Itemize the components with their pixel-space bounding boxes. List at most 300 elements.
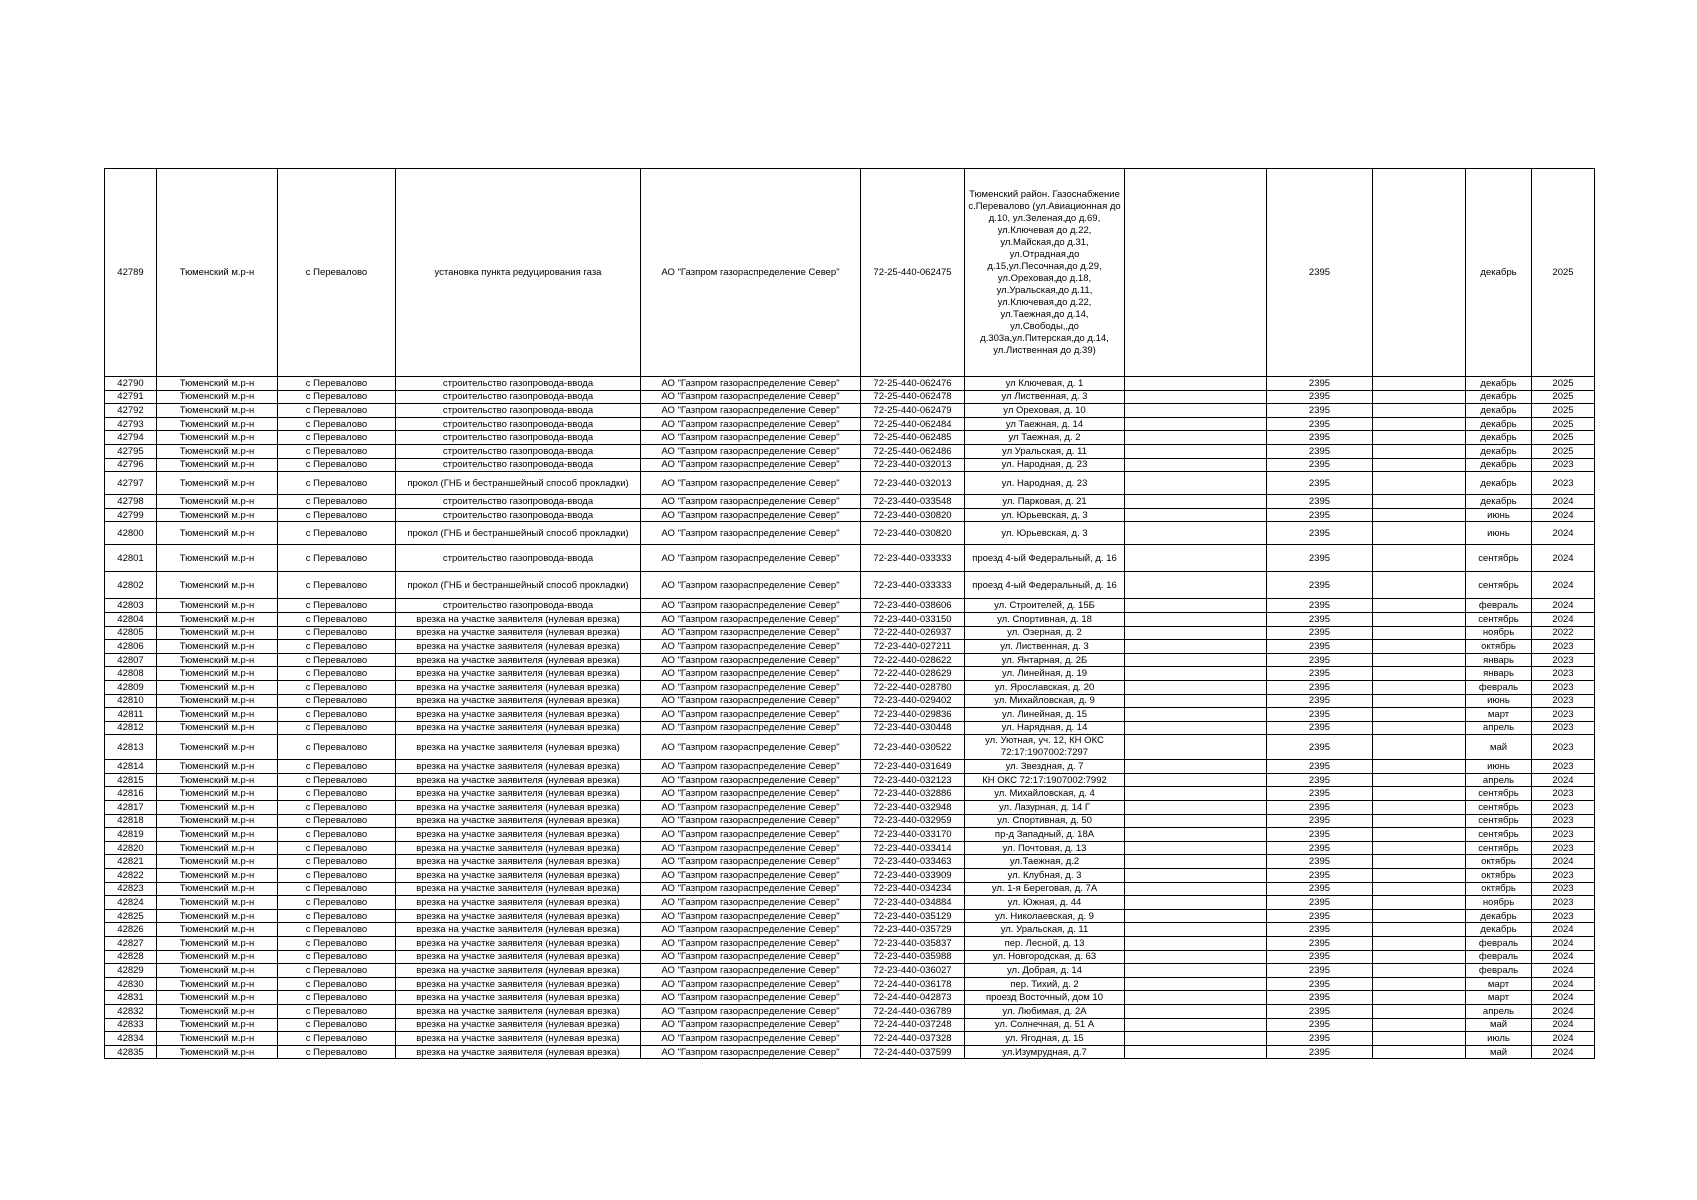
contract-number-cell: 72-23-440-030820 <box>861 522 965 545</box>
year-cell: 2024 <box>1532 923 1595 937</box>
organization-cell: АО "Газпром газораспределение Север" <box>641 828 861 842</box>
month-cell: февраль <box>1466 950 1532 964</box>
contract-number-cell: 72-23-440-032123 <box>861 773 965 787</box>
work-type-cell: строительство газопровода-ввода <box>396 495 641 509</box>
organization-cell: АО "Газпром газораспределение Север" <box>641 977 861 991</box>
year-cell: 2024 <box>1532 773 1595 787</box>
cost-cell: 2395 <box>1267 841 1373 855</box>
table-row <box>105 721 1595 735</box>
address-cell: ул.Таежная, д.2 <box>965 855 1125 869</box>
empty-cell <box>1373 1032 1466 1046</box>
row-id: 42803 <box>105 599 157 613</box>
month-cell: январь <box>1466 653 1532 667</box>
contract-number-cell: 72-25-440-062486 <box>861 444 965 458</box>
row-id: 42790 <box>105 377 157 391</box>
row-id: 42814 <box>105 760 157 774</box>
address-cell: ул. Южная, д. 44 <box>965 896 1125 910</box>
empty-cell <box>1373 721 1466 735</box>
row-id: 42801 <box>105 545 157 572</box>
cost-cell: 2395 <box>1267 735 1373 760</box>
empty-cell <box>1125 680 1267 694</box>
year-cell: 2024 <box>1532 977 1595 991</box>
settlement-cell: с Перевалово <box>278 787 396 801</box>
district-cell: Тюменский м.р-н <box>157 1045 278 1059</box>
district-cell: Тюменский м.р-н <box>157 169 278 377</box>
address-cell: ул. Спортивная, д. 18 <box>965 612 1125 626</box>
settlement-cell: с Перевалово <box>278 1004 396 1018</box>
year-cell: 2024 <box>1532 599 1595 613</box>
cost-cell: 2395 <box>1267 923 1373 937</box>
year-cell: 2023 <box>1532 694 1595 708</box>
year-cell: 2024 <box>1532 522 1595 545</box>
district-cell: Тюменский м.р-н <box>157 882 278 896</box>
row-id: 42807 <box>105 653 157 667</box>
settlement-cell: с Перевалово <box>278 472 396 495</box>
cost-cell: 2395 <box>1267 472 1373 495</box>
work-type-cell: строительство газопровода-ввода <box>396 431 641 445</box>
organization-cell: АО "Газпром газораспределение Север" <box>641 572 861 599</box>
year-cell: 2023 <box>1532 869 1595 883</box>
work-type-cell: строительство газопровода-ввода <box>396 599 641 613</box>
year-cell: 2024 <box>1532 964 1595 978</box>
empty-cell <box>1373 773 1466 787</box>
empty-cell <box>1373 390 1466 404</box>
contract-number-cell: 72-23-440-033414 <box>861 841 965 855</box>
row-id: 42793 <box>105 417 157 431</box>
month-cell: апрель <box>1466 1004 1532 1018</box>
cost-cell: 2395 <box>1267 896 1373 910</box>
empty-cell <box>1373 404 1466 418</box>
contract-number-cell: 72-25-440-062475 <box>861 169 965 377</box>
year-cell: 2025 <box>1532 444 1595 458</box>
settlement-cell: с Перевалово <box>278 495 396 509</box>
cost-cell: 2395 <box>1267 950 1373 964</box>
settlement-cell: с Перевалово <box>278 508 396 522</box>
empty-cell <box>1373 882 1466 896</box>
month-cell: март <box>1466 708 1532 722</box>
month-cell: декабрь <box>1466 923 1532 937</box>
work-type-cell: прокол (ГНБ и бестраншейный способ прокладки) <box>396 572 641 599</box>
month-cell: сентябрь <box>1466 612 1532 626</box>
settlement-cell: с Перевалово <box>278 882 396 896</box>
settlement-cell: с Перевалово <box>278 431 396 445</box>
organization-cell: АО "Газпром газораспределение Север" <box>641 841 861 855</box>
table-row <box>105 964 1595 978</box>
district-cell: Тюменский м.р-н <box>157 964 278 978</box>
empty-cell <box>1373 760 1466 774</box>
empty-cell <box>1373 472 1466 495</box>
year-cell: 2023 <box>1532 721 1595 735</box>
settlement-cell: с Перевалово <box>278 937 396 951</box>
district-cell: Тюменский м.р-н <box>157 417 278 431</box>
row-id: 42789 <box>105 169 157 377</box>
district-cell: Тюменский м.р-н <box>157 801 278 815</box>
empty-cell <box>1373 572 1466 599</box>
row-id: 42826 <box>105 923 157 937</box>
contract-number-cell: 72-23-440-033909 <box>861 869 965 883</box>
organization-cell: АО "Газпром газораспределение Север" <box>641 444 861 458</box>
empty-cell <box>1125 495 1267 509</box>
address-cell: ул Таежная, д. 14 <box>965 417 1125 431</box>
cost-cell: 2395 <box>1267 991 1373 1005</box>
row-id: 42823 <box>105 882 157 896</box>
cost-cell: 2395 <box>1267 721 1373 735</box>
settlement-cell: с Перевалово <box>278 841 396 855</box>
row-id: 42808 <box>105 667 157 681</box>
contract-number-cell: 72-23-440-032959 <box>861 814 965 828</box>
contract-number-cell: 72-23-440-034884 <box>861 896 965 910</box>
organization-cell: АО "Газпром газораспределение Север" <box>641 937 861 951</box>
row-id: 42796 <box>105 458 157 472</box>
work-type-cell: врезка на участке заявителя (нулевая врезка) <box>396 773 641 787</box>
table-row <box>105 1045 1595 1059</box>
district-cell: Тюменский м.р-н <box>157 1004 278 1018</box>
contract-number-cell: 72-25-440-062478 <box>861 390 965 404</box>
organization-cell: АО "Газпром газораспределение Север" <box>641 626 861 640</box>
cost-cell: 2395 <box>1267 545 1373 572</box>
work-type-cell: врезка на участке заявителя (нулевая врезка) <box>396 841 641 855</box>
contract-number-cell: 72-24-440-036178 <box>861 977 965 991</box>
address-cell: ул. Линейная, д. 19 <box>965 667 1125 681</box>
district-cell: Тюменский м.р-н <box>157 390 278 404</box>
organization-cell: АО "Газпром газораспределение Север" <box>641 458 861 472</box>
district-cell: Тюменский м.р-н <box>157 694 278 708</box>
work-type-cell: врезка на участке заявителя (нулевая врезка) <box>396 801 641 815</box>
table-row <box>105 841 1595 855</box>
cost-cell: 2395 <box>1267 495 1373 509</box>
contract-number-cell: 72-23-440-034234 <box>861 882 965 896</box>
empty-cell <box>1125 977 1267 991</box>
month-cell: октябрь <box>1466 869 1532 883</box>
empty-cell <box>1125 640 1267 654</box>
address-cell: проезд 4-ый Федеральный, д. 16 <box>965 572 1125 599</box>
empty-cell <box>1125 841 1267 855</box>
year-cell: 2025 <box>1532 431 1595 445</box>
work-type-cell: врезка на участке заявителя (нулевая врезка) <box>396 855 641 869</box>
settlement-cell: с Перевалово <box>278 417 396 431</box>
empty-cell <box>1125 708 1267 722</box>
address-cell: ул. Любимая, д. 2А <box>965 1004 1125 1018</box>
district-cell: Тюменский м.р-н <box>157 896 278 910</box>
address-cell: ул. Добрая, д. 14 <box>965 964 1125 978</box>
table-row <box>105 472 1595 495</box>
month-cell: декабрь <box>1466 458 1532 472</box>
table-row <box>105 828 1595 842</box>
empty-cell <box>1125 760 1267 774</box>
cost-cell: 2395 <box>1267 404 1373 418</box>
table-row <box>105 495 1595 509</box>
settlement-cell: с Перевалово <box>278 950 396 964</box>
empty-cell <box>1125 431 1267 445</box>
organization-cell: АО "Газпром газораспределение Север" <box>641 169 861 377</box>
work-type-cell: строительство газопровода-ввода <box>396 458 641 472</box>
district-cell: Тюменский м.р-н <box>157 708 278 722</box>
settlement-cell: с Перевалово <box>278 1045 396 1059</box>
empty-cell <box>1373 855 1466 869</box>
empty-cell <box>1125 923 1267 937</box>
address-cell: ул. 1-я Береговая, д. 7А <box>965 882 1125 896</box>
contract-number-cell: 72-23-440-032886 <box>861 787 965 801</box>
district-cell: Тюменский м.р-н <box>157 640 278 654</box>
contract-number-cell: 72-24-440-036789 <box>861 1004 965 1018</box>
cost-cell: 2395 <box>1267 444 1373 458</box>
month-cell: сентябрь <box>1466 787 1532 801</box>
month-cell: ноябрь <box>1466 626 1532 640</box>
organization-cell: АО "Газпром газораспределение Север" <box>641 760 861 774</box>
organization-cell: АО "Газпром газораспределение Север" <box>641 640 861 654</box>
district-cell: Тюменский м.р-н <box>157 855 278 869</box>
row-id: 42827 <box>105 937 157 951</box>
row-id: 42809 <box>105 680 157 694</box>
organization-cell: АО "Газпром газораспределение Север" <box>641 814 861 828</box>
address-cell: ул Ключевая, д. 1 <box>965 377 1125 391</box>
month-cell: декабрь <box>1466 169 1532 377</box>
contract-number-cell: 72-23-440-036027 <box>861 964 965 978</box>
table-row <box>105 1018 1595 1032</box>
settlement-cell: с Перевалово <box>278 444 396 458</box>
organization-cell: АО "Газпром газораспределение Север" <box>641 667 861 681</box>
cost-cell: 2395 <box>1267 377 1373 391</box>
work-type-cell: врезка на участке заявителя (нулевая врезка) <box>396 653 641 667</box>
address-cell: ул. Солнечная, д. 51 А <box>965 1018 1125 1032</box>
table-row <box>105 508 1595 522</box>
address-cell: ул. Спортивная, д. 50 <box>965 814 1125 828</box>
year-cell: 2023 <box>1532 708 1595 722</box>
empty-cell <box>1373 495 1466 509</box>
settlement-cell: с Перевалово <box>278 721 396 735</box>
district-cell: Тюменский м.р-н <box>157 773 278 787</box>
organization-cell: АО "Газпром газораспределение Север" <box>641 377 861 391</box>
district-cell: Тюменский м.р-н <box>157 923 278 937</box>
table-row <box>105 735 1595 760</box>
empty-cell <box>1125 991 1267 1005</box>
district-cell: Тюменский м.р-н <box>157 612 278 626</box>
work-type-cell: врезка на участке заявителя (нулевая врезка) <box>396 1032 641 1046</box>
district-cell: Тюменский м.р-н <box>157 444 278 458</box>
year-cell: 2023 <box>1532 735 1595 760</box>
work-type-cell: врезка на участке заявителя (нулевая врезка) <box>396 964 641 978</box>
month-cell: сентябрь <box>1466 572 1532 599</box>
address-cell: ул. Народная, д. 23 <box>965 472 1125 495</box>
work-type-cell: врезка на участке заявителя (нулевая врезка) <box>396 721 641 735</box>
table-row <box>105 950 1595 964</box>
table-row <box>105 444 1595 458</box>
address-cell: ул. Лиственная, д. 3 <box>965 640 1125 654</box>
year-cell: 2024 <box>1532 855 1595 869</box>
organization-cell: АО "Газпром газораспределение Север" <box>641 708 861 722</box>
empty-cell <box>1373 694 1466 708</box>
empty-cell <box>1125 1045 1267 1059</box>
cost-cell: 2395 <box>1267 694 1373 708</box>
month-cell: апрель <box>1466 721 1532 735</box>
contract-number-cell: 72-24-440-037328 <box>861 1032 965 1046</box>
month-cell: сентябрь <box>1466 814 1532 828</box>
year-cell: 2023 <box>1532 814 1595 828</box>
cost-cell: 2395 <box>1267 814 1373 828</box>
organization-cell: АО "Газпром газораспределение Север" <box>641 495 861 509</box>
row-id: 42817 <box>105 801 157 815</box>
empty-cell <box>1373 444 1466 458</box>
organization-cell: АО "Газпром газораспределение Север" <box>641 882 861 896</box>
work-type-cell: врезка на участке заявителя (нулевая врезка) <box>396 814 641 828</box>
work-type-cell: врезка на участке заявителя (нулевая врезка) <box>396 882 641 896</box>
month-cell: апрель <box>1466 773 1532 787</box>
organization-cell: АО "Газпром газораспределение Север" <box>641 431 861 445</box>
contract-number-cell: 72-22-440-028780 <box>861 680 965 694</box>
month-cell: октябрь <box>1466 640 1532 654</box>
contract-number-cell: 72-25-440-062479 <box>861 404 965 418</box>
table-row <box>105 404 1595 418</box>
empty-cell <box>1373 909 1466 923</box>
month-cell: июнь <box>1466 508 1532 522</box>
organization-cell: АО "Газпром газораспределение Север" <box>641 855 861 869</box>
work-type-cell: строительство газопровода-ввода <box>396 377 641 391</box>
cost-cell: 2395 <box>1267 431 1373 445</box>
settlement-cell: с Перевалово <box>278 896 396 910</box>
district-cell: Тюменский м.р-н <box>157 495 278 509</box>
empty-cell <box>1125 599 1267 613</box>
table-row <box>105 773 1595 787</box>
cost-cell: 2395 <box>1267 667 1373 681</box>
empty-cell <box>1373 522 1466 545</box>
settlement-cell: с Перевалово <box>278 522 396 545</box>
organization-cell: АО "Газпром газораспределение Север" <box>641 508 861 522</box>
address-cell: ул. Линейная, д. 15 <box>965 708 1125 722</box>
empty-cell <box>1125 444 1267 458</box>
row-id: 42798 <box>105 495 157 509</box>
table-row <box>105 572 1595 599</box>
month-cell: сентябрь <box>1466 828 1532 842</box>
year-cell: 2023 <box>1532 909 1595 923</box>
contract-number-cell: 72-23-440-033548 <box>861 495 965 509</box>
row-id: 42821 <box>105 855 157 869</box>
table-row <box>105 909 1595 923</box>
contract-number-cell: 72-23-440-032948 <box>861 801 965 815</box>
address-cell: ул. Николаевская, д. 9 <box>965 909 1125 923</box>
settlement-cell: с Перевалово <box>278 964 396 978</box>
settlement-cell: с Перевалово <box>278 855 396 869</box>
district-cell: Тюменский м.р-н <box>157 572 278 599</box>
month-cell: декабрь <box>1466 909 1532 923</box>
work-type-cell: строительство газопровода-ввода <box>396 545 641 572</box>
settlement-cell: с Перевалово <box>278 909 396 923</box>
table-row <box>105 896 1595 910</box>
cost-cell: 2395 <box>1267 1032 1373 1046</box>
address-cell: ул. Новгородская, д. 63 <box>965 950 1125 964</box>
year-cell: 2024 <box>1532 1018 1595 1032</box>
organization-cell: АО "Газпром газораспределение Север" <box>641 869 861 883</box>
district-cell: Тюменский м.р-н <box>157 599 278 613</box>
contract-number-cell: 72-23-440-033333 <box>861 545 965 572</box>
empty-cell <box>1125 612 1267 626</box>
empty-cell <box>1125 773 1267 787</box>
work-type-cell: врезка на участке заявителя (нулевая врезка) <box>396 1018 641 1032</box>
organization-cell: АО "Газпром газораспределение Север" <box>641 950 861 964</box>
table-row <box>105 458 1595 472</box>
empty-cell <box>1125 694 1267 708</box>
empty-cell <box>1373 814 1466 828</box>
district-cell: Тюменский м.р-н <box>157 667 278 681</box>
month-cell: май <box>1466 735 1532 760</box>
year-cell: 2023 <box>1532 667 1595 681</box>
empty-cell <box>1125 626 1267 640</box>
contract-number-cell: 72-25-440-062476 <box>861 377 965 391</box>
contract-number-cell: 72-24-440-037599 <box>861 1045 965 1059</box>
settlement-cell: с Перевалово <box>278 169 396 377</box>
empty-cell <box>1125 937 1267 951</box>
empty-cell <box>1373 640 1466 654</box>
cost-cell: 2395 <box>1267 417 1373 431</box>
contract-number-cell: 72-22-440-026937 <box>861 626 965 640</box>
work-type-cell: врезка на участке заявителя (нулевая врезка) <box>396 923 641 937</box>
year-cell: 2023 <box>1532 653 1595 667</box>
table-body <box>105 169 1595 1059</box>
address-cell: ул. Михайловская, д. 4 <box>965 787 1125 801</box>
organization-cell: АО "Газпром газораспределение Север" <box>641 417 861 431</box>
row-id: 42833 <box>105 1018 157 1032</box>
year-cell: 2023 <box>1532 801 1595 815</box>
row-id: 42825 <box>105 909 157 923</box>
settlement-cell: с Перевалово <box>278 760 396 774</box>
row-id: 42805 <box>105 626 157 640</box>
organization-cell: АО "Газпром газораспределение Север" <box>641 599 861 613</box>
settlement-cell: с Перевалово <box>278 977 396 991</box>
row-id: 42795 <box>105 444 157 458</box>
settlement-cell: с Перевалово <box>278 667 396 681</box>
empty-cell <box>1125 814 1267 828</box>
year-cell: 2024 <box>1532 612 1595 626</box>
month-cell: сентябрь <box>1466 545 1532 572</box>
year-cell: 2023 <box>1532 458 1595 472</box>
row-id: 42811 <box>105 708 157 722</box>
empty-cell <box>1125 458 1267 472</box>
settlement-cell: с Перевалово <box>278 572 396 599</box>
contract-number-cell: 72-23-440-029836 <box>861 708 965 722</box>
work-type-cell: врезка на участке заявителя (нулевая врезка) <box>396 708 641 722</box>
settlement-cell: с Перевалово <box>278 404 396 418</box>
work-type-cell: врезка на участке заявителя (нулевая врезка) <box>396 1045 641 1059</box>
year-cell: 2025 <box>1532 377 1595 391</box>
empty-cell <box>1373 896 1466 910</box>
table-row <box>105 801 1595 815</box>
address-cell: ул. Михайловская, д. 9 <box>965 694 1125 708</box>
district-cell: Тюменский м.р-н <box>157 909 278 923</box>
settlement-cell: с Перевалово <box>278 773 396 787</box>
address-cell: ул. Озерная, д. 2 <box>965 626 1125 640</box>
table-row <box>105 869 1595 883</box>
row-id: 42806 <box>105 640 157 654</box>
cost-cell: 2395 <box>1267 508 1373 522</box>
organization-cell: АО "Газпром газораспределение Север" <box>641 1004 861 1018</box>
empty-cell <box>1125 855 1267 869</box>
work-type-cell: строительство газопровода-ввода <box>396 508 641 522</box>
table-row <box>105 431 1595 445</box>
year-cell: 2024 <box>1532 572 1595 599</box>
work-type-cell: врезка на участке заявителя (нулевая врезка) <box>396 896 641 910</box>
empty-cell <box>1373 923 1466 937</box>
cost-cell: 2395 <box>1267 612 1373 626</box>
empty-cell <box>1373 1004 1466 1018</box>
settlement-cell: с Перевалово <box>278 735 396 760</box>
work-type-cell: врезка на участке заявителя (нулевая врезка) <box>396 937 641 951</box>
year-cell: 2023 <box>1532 760 1595 774</box>
work-type-cell: врезка на участке заявителя (нулевая врезка) <box>396 991 641 1005</box>
empty-cell <box>1373 964 1466 978</box>
work-type-cell: врезка на участке заявителя (нулевая врезка) <box>396 869 641 883</box>
empty-cell <box>1125 787 1267 801</box>
empty-cell <box>1373 1018 1466 1032</box>
year-cell: 2024 <box>1532 937 1595 951</box>
